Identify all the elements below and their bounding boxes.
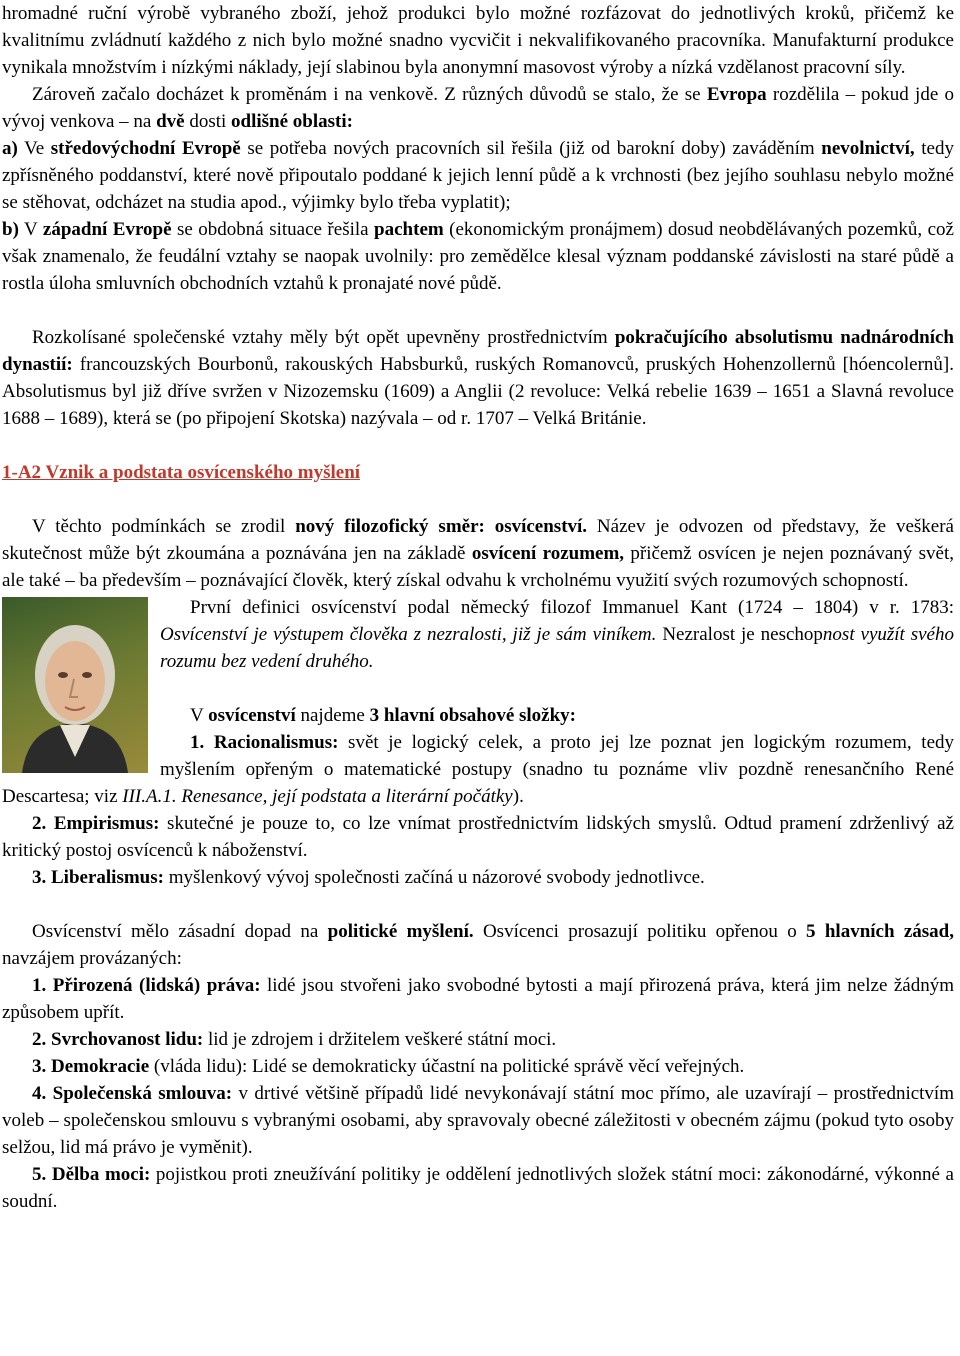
principle-sovereignty: 2. Svrchovanost lidu: lid je zdrojem i držitelem veškeré státní moci. [32,1029,557,1050]
paragraph-kant-definition: První definici osvícenství podal německý filozof Immanuel Kant (1724 – 1804) v r. 1783: Osvícenství je výstupem člověka z nezralosti, již je sám viníkem. Nezralost je neschopnost využít svého rozumu bez vedení druhého. [160,597,954,672]
paragraph-manufacture: hromadné ruční výrobě vybraného zboží, jehož produkci bylo možné rozfázovat do jednotlivých kroků, přičemž ke kvalitnímu zvládnutí každého z nich bylo možné snadno vycvičit i nekvalifikovaného pracovníka. Manufakturní produkce vynikala množstvím i nízkými náklady, její slabinou byla anonymní masovost výroby a nízká vzdělanost pracovní síly. [2,3,954,78]
section-heading: 1-A2 Vznik a podstata osvícenského myšlení [2,462,361,483]
paragraph-political-thought: Osvícenství mělo zásadní dopad na politické myšlení. Osvícenci prosazují politiku opřenou o 5 hlavních zásad, navzájem provázaných: [2,921,954,969]
kant-portrait-icon [2,597,148,773]
kant-portrait-image [2,597,148,773]
spacer [2,432,954,459]
principle-separation-of-powers: 5. Dělba moci: pojistkou proti zneužívání politiky je oddělení jednotlivých složek státní moci: zákonodárné, výkonné a soudní. [2,1164,954,1212]
paragraph-countryside: Zároveň začalo docházet k proměnám i na venkově. Z různých důvodů se stalo, že se Evropa rozdělila – pokud jde o vývoj venkova – na dvě dosti odlišné oblasti: [2,84,954,132]
principle-social-contract: 4. Společenská smlouva: v drtivé většině případů lidé nevykonávají státní moc přímo, ale uzavírají – prostřednictvím voleb – společenskou smlouvu s vybranými osobami, aby spravovaly obecné záležitosti v obecném zájmu (pokud tyto osoby selžou, lid má právo je vyměnit). [2,1083,954,1158]
paragraph-components-intro: V osvícenství najdeme 3 hlavní obsahové složky: [190,705,577,726]
component-rationalism: 1. Racionalismus: svět je logický celek, a proto jej lze poznat jen logickým rozumem, tedy myšlením opřeným o matematické postupy (snadno tu poznáme vliv pozdně renesančního René Descartesa; viz III.A.1. Renesance, její podstata a literární počátky). [2,732,954,807]
spacer [2,486,954,513]
spacer [2,891,954,918]
paragraph-point-b: b) V západní Evropě se obdobná situace řešila pachtem (ekonomickým pronájmem) dosud neobdělávaných pozemků, což však znamenalo, že feudální vztahy se naopak uvolnily: pro zemědělce klesal význam poddanské závislosti na staré půdě a rostla úloha smluvních obchodních vztahů k pronajaté nové půdě. [2,219,954,294]
component-empiricism: 2. Empirismus: skutečné je pouze to, co lze vnímat prostřednictvím lidských smyslů. Odtud pramení zdrženlivý až kritický postoj osvícenců k náboženství. [2,813,954,861]
paragraph-point-a: a) Ve středovýchodní Evropě se potřeba nových pracovních sil řešila (již od barokní doby) zaváděním nevolnictví, tedy zpřísněného poddanství, které nově připoutalo poddané k jejich lenní půdě a k vrchnosti (bez jejího souhlasu nebylo možné se stěhovat, odcházet na studia apod., výjimky bylo třeba vyplatit); [2,138,954,213]
paragraph-enlightenment: V těchto podmínkách se zrodil nový filozofický směr: osvícenství. Název je odvozen od představy, že veškerá skutečnost může být zkoumána a poznávána jen na základě osvícení rozumem, přičemž osvícen je nejen poznávaný svět, ale také – ba především – poznávající člověk, který získal odvahu k vrcholnému využití svých rozumových schopností. [2,516,954,591]
spacer [2,297,954,324]
principle-natural-rights: 1. Přirozená (lidská) práva: lidé jsou stvořeni jako svobodné bytosti a mají přirozená práva, která jim nelze žádným způsobem upřít. [2,975,954,1023]
principle-democracy: 3. Demokracie (vláda lidu): Lidé se demokraticky účastní na politické správě věcí veřejných. [32,1056,745,1077]
component-liberalism: 3. Liberalismus: myšlenkový vývoj společnosti začíná u názorové svobody jednotlivce. [32,867,705,888]
paragraph-absolutism: Rozkolísané společenské vztahy měly být opět upevněny prostřednictvím pokračujícího absolutismu nadnárodních dynastií: francouzských Bourbonů, rakouských Habsburků, ruských Romanovců, pruských Hohenzollernů [hóencolernů]. Absolutismus byl již dříve svržen v Nizozemsku (1609) a Anglii (2 revoluce: Velká rebelie 1639 – 1651 a Slavná revoluce 1688 – 1689), která se (po připojení Skotska) nazývala – od r. 1707 – Velká Británie. [2,327,954,429]
kant-section [2,594,954,810]
